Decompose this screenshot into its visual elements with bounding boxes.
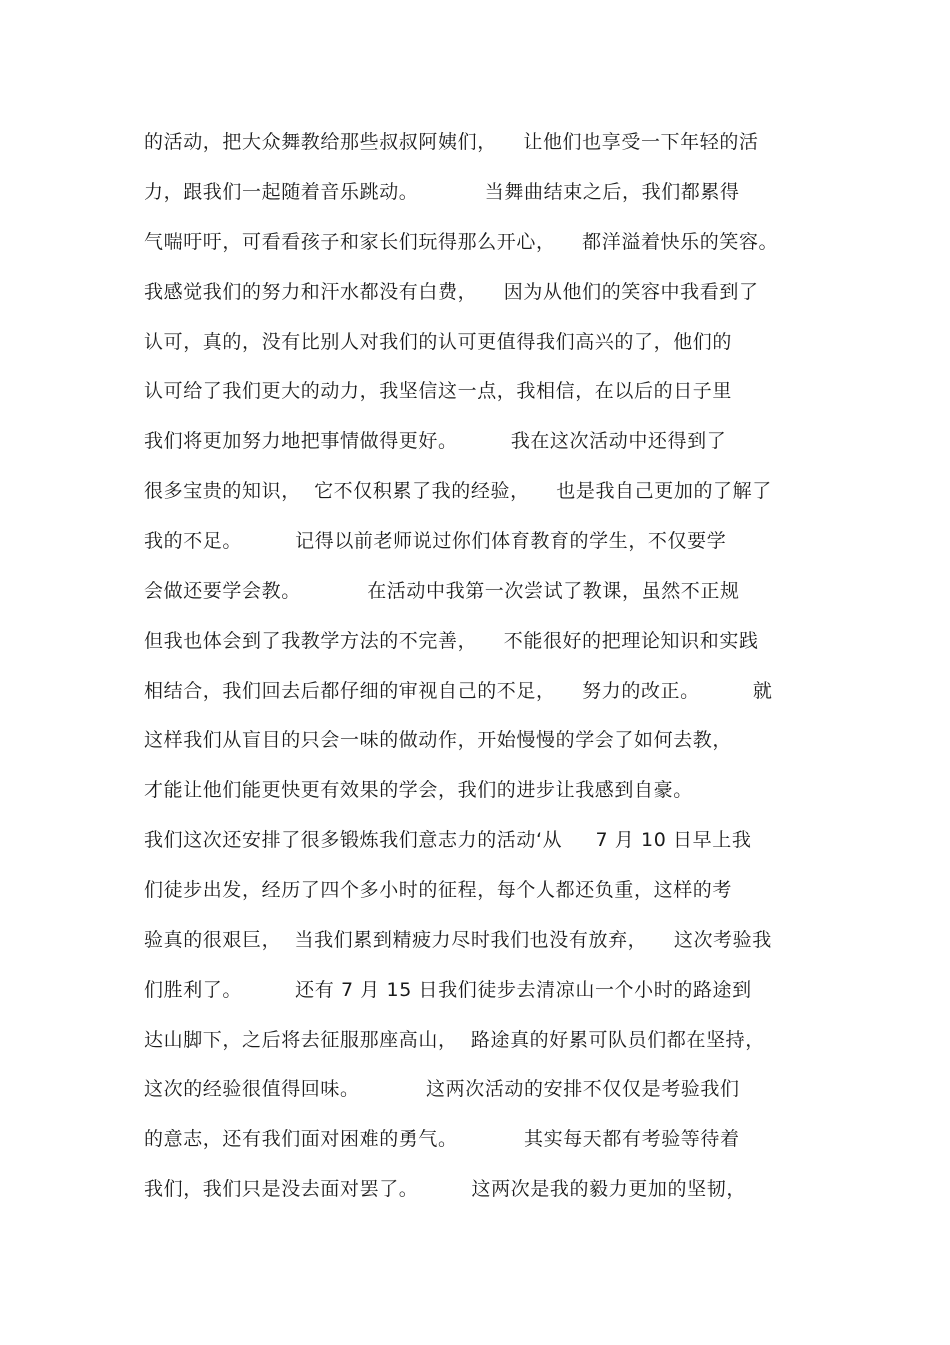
- text-line: 们胜利了。 还有 7 月 15 日我们徒步去清凉山一个小时的路途到: [144, 979, 752, 1001]
- text-line: 我感觉我们的努力和汗水都没有白费， 因为从他们的笑容中我看到了: [144, 281, 759, 303]
- text-line: 的意志，还有我们面对困难的勇气。 其实每天都有考验等待着: [144, 1128, 740, 1150]
- text-line: 达山脚下，之后将去征服那座高山， 路途真的好累可队员们都在坚持，: [144, 1029, 765, 1051]
- text-line: 的活动，把大众舞教给那些叔叔阿姨们， 让他们也享受一下年轻的活: [144, 131, 759, 153]
- text-line: 认可，真的，没有比别人对我们的认可更值得我们高兴的了，他们的: [144, 331, 733, 353]
- text-line: 力，跟我们一起随着音乐跳动。 当舞曲结束之后，我们都累得: [144, 181, 740, 203]
- text-line: 相结合，我们回去后都仔细的审视自己的不足， 努力的改正。 就: [144, 680, 773, 702]
- text-line: 气喘吁吁，可看看孩子和家长们玩得那么开心， 都洋溢着快乐的笑容。: [144, 231, 779, 253]
- text-line: 我们这次还安排了很多锻炼我们意志力的活动‘从 7 月 10 日早上我: [144, 829, 752, 851]
- text-line: 认可给了我们更大的动力，我坚信这一点，我相信，在以后的日子里: [144, 380, 733, 402]
- text-line: 我们将更加努力地把事情做得更好。 我在这次活动中还得到了: [144, 430, 727, 452]
- text-line: 这样我们从盲目的只会一味的做动作，开始慢慢的学会了如何去教，: [144, 729, 733, 751]
- text-line: 会做还要学会教。 在活动中我第一次尝试了教课，虽然不正规: [144, 580, 740, 602]
- text-line: 这次的经验很值得回味。 这两次活动的安排不仅仅是考验我们: [144, 1078, 740, 1100]
- text-line: 很多宝贵的知识， 它不仅积累了我的经验， 也是我自己更加的了解了: [144, 480, 772, 502]
- text-line: 验真的很艰巨， 当我们累到精疲力尽时我们也没有放弃， 这次考验我: [144, 929, 772, 951]
- text-line: 我们，我们只是没去面对罢了。 这两次是我的毅力更加的坚韧，: [144, 1178, 746, 1200]
- text-line: 我的不足。 记得以前老师说过你们体育教育的学生，不仅要学: [144, 530, 727, 552]
- text-line: 但我也体会到了我教学方法的不完善， 不能很好的把理论知识和实践: [144, 630, 759, 652]
- text-line: 们徒步出发，经历了四个多小时的征程，每个人都还负重，这样的考: [144, 879, 733, 901]
- text-line: 才能让他们能更快更有效果的学会，我们的进步让我感到自豪。: [144, 779, 693, 801]
